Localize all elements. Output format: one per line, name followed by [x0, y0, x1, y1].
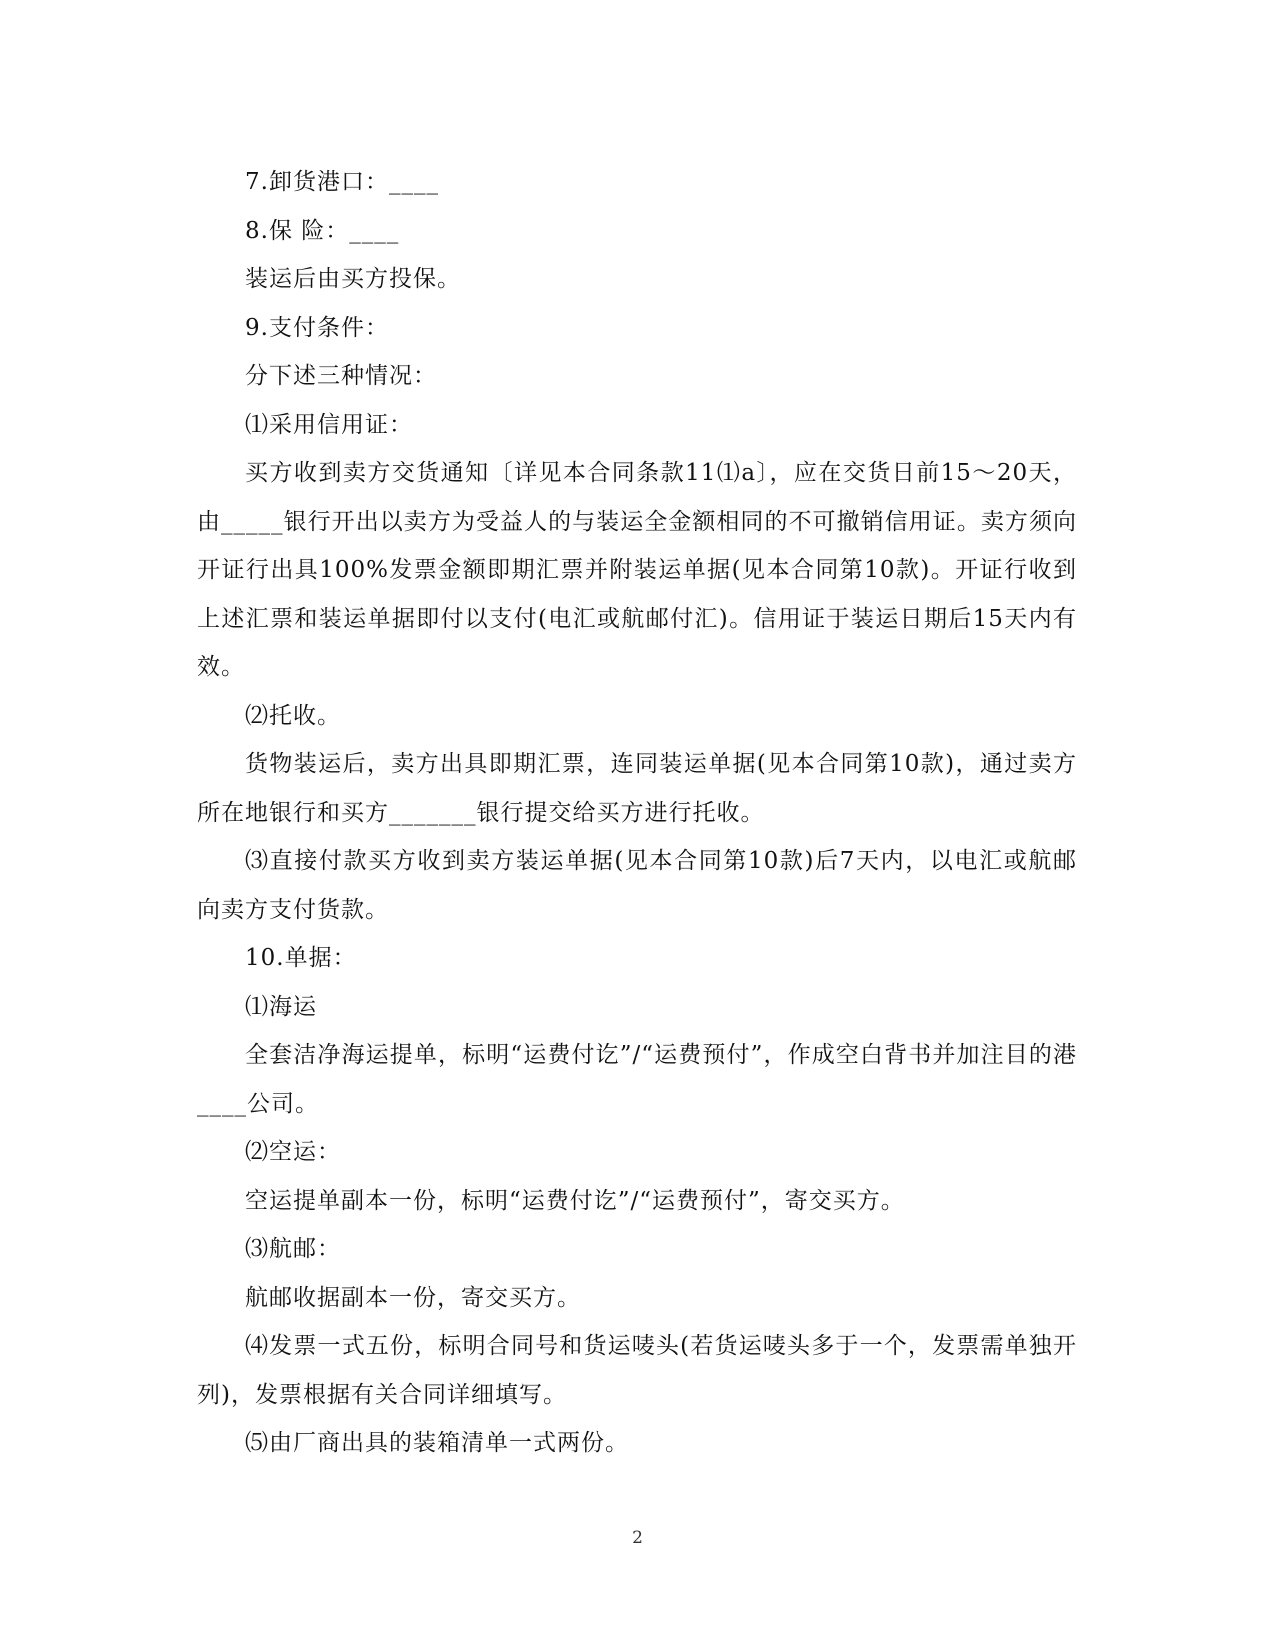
payment-option-collection-text: 货物装运后，卖方出具即期汇票，连同装运单据(见本合同第10款)，通过卖方所在地银行和买方_______银行提交给买方进行托收。: [197, 751, 1077, 826]
documents-sea-text: 全套洁净海运提单，标明“运费付讫”/“运费预付”，作成空白背书并加注目的港____公司。: [197, 1042, 1077, 1117]
documents-sea-heading: ⑴海运: [245, 993, 317, 1020]
page-number: 2: [632, 1528, 643, 1548]
insurance-note: 装运后由买方投保。: [245, 266, 461, 292]
documents-airmail-heading: ⑶航邮：: [245, 1236, 341, 1262]
payment-option-lc-text: 买方收到卖方交货通知〔详见本合同条款11⑴a〕，应在交货日前15～20天，由_____银行开出以卖方为受益人的与装运全金额相同的不可撤销信用证。卖方须向开证行出具100%发票金额即期汇票并附装运单据(见本合同第10款)。开证行收到上述汇票和装运单据即付以支付(电汇或航邮付汇)。信用证于装运日期后15天内有效。: [197, 460, 1077, 680]
documents-packing-list-text: ⑸由厂商出具的装箱清单一式两份。: [245, 1430, 629, 1456]
documents-air-heading: ⑵空运：: [245, 1139, 341, 1165]
documents-invoice-text: ⑷发票一式五份，标明合同号和货运唛头(若货运唛头多于一个，发票需单独开列)，发票根据有关合同详细填写。: [197, 1333, 1077, 1408]
clause-unloading-port: 7.卸货港口：____: [245, 169, 439, 195]
payment-option-lc-heading: ⑴采用信用证：: [245, 411, 413, 438]
payment-intro: 分下述三种情况：: [245, 363, 437, 389]
documents-air-text: 空运提单副本一份，标明“运费付讫”/“运费预付”，寄交买方。: [245, 1187, 905, 1214]
document-body: [197, 158, 1077, 1468]
payment-option-direct-text: ⑶直接付款买方收到卖方装运单据(见本合同第10款)后7天内，以电汇或航邮向卖方支付货款。: [197, 848, 1077, 923]
clause-payment-terms: 9.支付条件：: [245, 314, 389, 341]
documents-airmail-text: 航邮收据副本一份，寄交买方。: [245, 1284, 581, 1311]
payment-option-collection-heading: ⑵托收。: [245, 702, 341, 729]
clause-insurance: 8.保 险：____: [245, 217, 400, 244]
clause-documents: 10.单据：: [245, 945, 357, 971]
